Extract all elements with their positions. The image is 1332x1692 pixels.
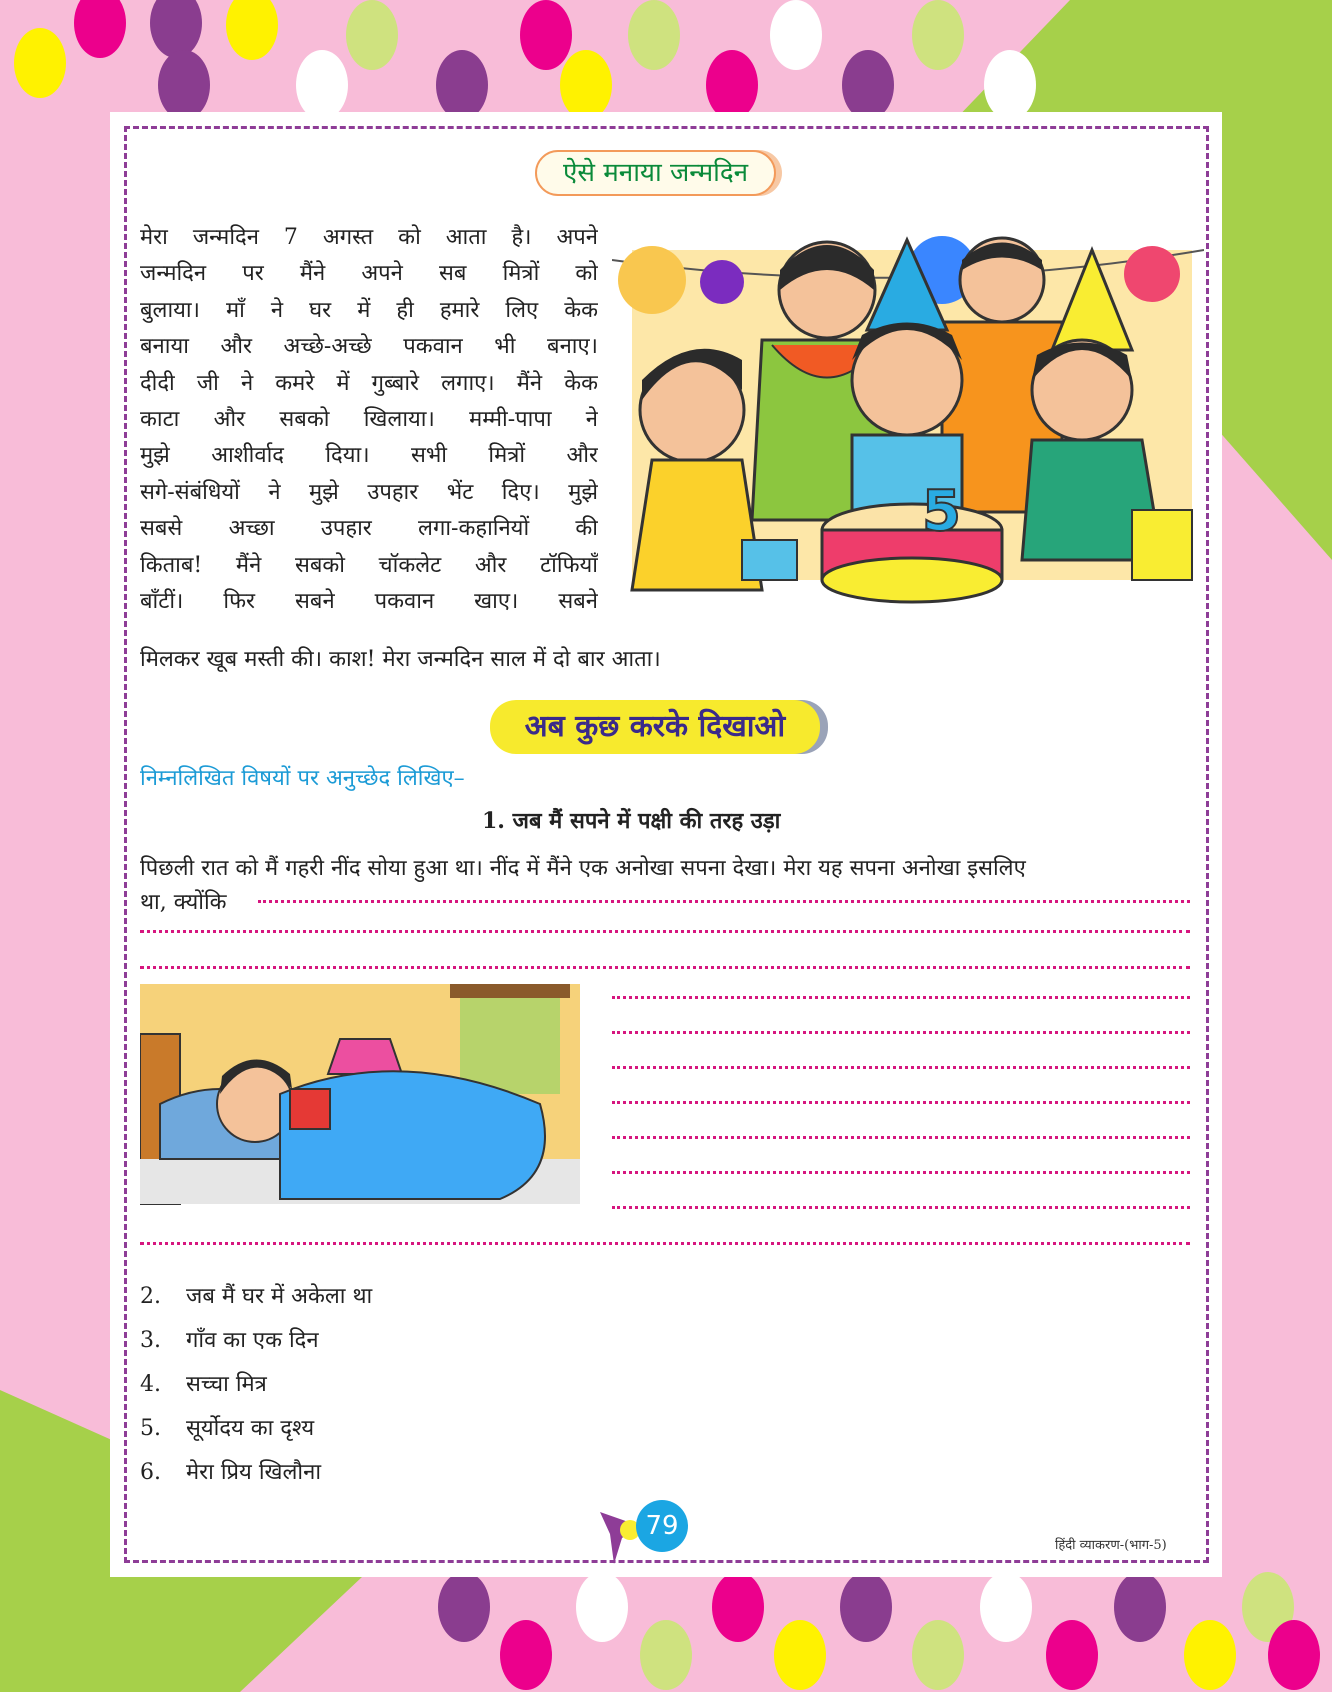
polka-dot: [436, 50, 488, 120]
story-starter-line-2: था, क्योंकि: [140, 890, 227, 915]
topic-list-item: [140, 1280, 372, 1310]
polka-dot: [296, 50, 348, 120]
topic-text: जब मैं घर में अकेला था: [186, 1284, 373, 1309]
writing-line[interactable]: [612, 1206, 1190, 1209]
story-starter-line-1: पिछली रात को मैं गहरी नींद सोया हुआ था। नींद में मैंने एक अनोखा सपना देखा। मेरा यह सपना अनोखा इसलिए: [140, 856, 1026, 881]
paragraph-line: काटा और सबको खिलाया। मम्मी-पापा ने: [140, 407, 598, 433]
topic-text: सच्चा मित्र: [186, 1372, 267, 1397]
page-ribbon-icon: [600, 1512, 640, 1564]
paragraph-line: मुझे आशीर्वाद दिया। सभी मित्रों और: [140, 443, 598, 469]
writing-line[interactable]: [612, 996, 1190, 999]
topic-text: गाँव का एक दिन: [186, 1328, 319, 1353]
paragraph-line: किताब! मैंने सबको चॉकलेट और टॉफियाँ: [140, 552, 598, 578]
topic-number: 3.: [140, 1328, 161, 1353]
polka-dot: [576, 1572, 628, 1642]
section-title: ऐसे मनाया जन्मदिन: [535, 150, 776, 196]
polka-dot: [774, 1620, 826, 1690]
writing-line[interactable]: [612, 1136, 1190, 1139]
writing-line[interactable]: [612, 1171, 1190, 1174]
topic-1-heading: 1. जब मैं सपने में पक्षी की तरह उड़ा: [482, 808, 781, 834]
polka-dot: [840, 1572, 892, 1642]
polka-dot: [150, 0, 202, 58]
writing-line[interactable]: [612, 1031, 1190, 1034]
svg-text:5: 5: [922, 479, 961, 544]
paragraph-line: दीदी जी ने कमरे में गुब्बारे लगाए। मैंने केक: [140, 370, 598, 396]
paragraph-line: मेरा जन्मदिन 7 अगस्त को आता है। अपने: [140, 225, 598, 250]
paragraph-line: बाँटीं। फिर सबने पकवान खाए। सबने: [140, 589, 598, 615]
birthday-paragraph: [140, 220, 598, 620]
polka-dot: [912, 0, 964, 70]
topic-number: 2.: [140, 1284, 161, 1309]
polka-dot: [1046, 1620, 1098, 1690]
topic-list-item: [140, 1412, 314, 1442]
paragraph-line: सगे-संबंधियों ने मुझे उपहार भेंट दिए। मुझे: [140, 479, 598, 505]
polka-dot: [1184, 1620, 1236, 1690]
topic-number: 5.: [140, 1416, 161, 1441]
polka-dot: [706, 50, 758, 120]
polka-dot: [520, 0, 572, 70]
birthday-party-illustration: [612, 230, 1204, 630]
polka-dot: [500, 1620, 552, 1690]
polka-dot: [770, 0, 822, 70]
polka-dot: [640, 1620, 692, 1690]
writing-line[interactable]: [258, 900, 1190, 903]
activity-banner: अब कुछ करके दिखाओ: [490, 700, 820, 754]
polka-dot: [1268, 1620, 1320, 1690]
paragraph-line: बनाया और अच्छे-अच्छे पकवान भी बनाए।: [140, 334, 598, 360]
polka-dot: [560, 50, 612, 120]
paragraph-line: बुलाया। माँ ने घर में ही हमारे लिए केक: [140, 297, 598, 323]
polka-dot: [912, 1620, 964, 1690]
writing-line[interactable]: [140, 930, 1190, 933]
page-number: 79: [636, 1500, 688, 1552]
polka-dot: [1114, 1572, 1166, 1642]
polka-dot: [712, 1572, 764, 1642]
polka-dot: [438, 1572, 490, 1642]
polka-dot: [628, 0, 680, 70]
polka-dot: [158, 50, 210, 120]
topic-list-item: [140, 1324, 319, 1354]
polka-dot: [842, 50, 894, 120]
book-footer: हिंदी व्याकरण-(भाग-5): [1055, 1538, 1167, 1553]
polka-dot: [980, 1572, 1032, 1642]
polka-dot: [984, 50, 1036, 120]
sleeping-boy-illustration: [140, 984, 580, 1224]
topic-number: 4.: [140, 1372, 161, 1397]
polka-dot: [74, 0, 126, 58]
topic-text: मेरा प्रिय खिलौना: [186, 1460, 322, 1485]
writing-line[interactable]: [140, 1242, 1190, 1245]
topic-list-item: [140, 1368, 267, 1398]
polka-dot: [226, 0, 278, 60]
writing-line[interactable]: [612, 1101, 1190, 1104]
topic-text: सूर्योदय का दृश्य: [186, 1416, 315, 1441]
instruction-text: निम्नलिखित विषयों पर अनुच्छेद लिखिए–: [140, 766, 465, 791]
paragraph-last-line: मिलकर खूब मस्ती की। काश! मेरा जन्मदिन साल में दो बार आता।: [140, 647, 661, 672]
paragraph-line: सबसे अच्छा उपहार लगा-कहानियों की: [140, 516, 598, 542]
topic-number: 6.: [140, 1460, 161, 1485]
writing-line[interactable]: [612, 1066, 1190, 1069]
polka-dot: [346, 0, 398, 70]
topic-list-item: [140, 1456, 321, 1486]
polka-dot: [14, 28, 66, 98]
writing-line[interactable]: [140, 966, 1190, 969]
paragraph-line: जन्मदिन पर मैंने अपने सब मित्रों को: [140, 261, 598, 287]
